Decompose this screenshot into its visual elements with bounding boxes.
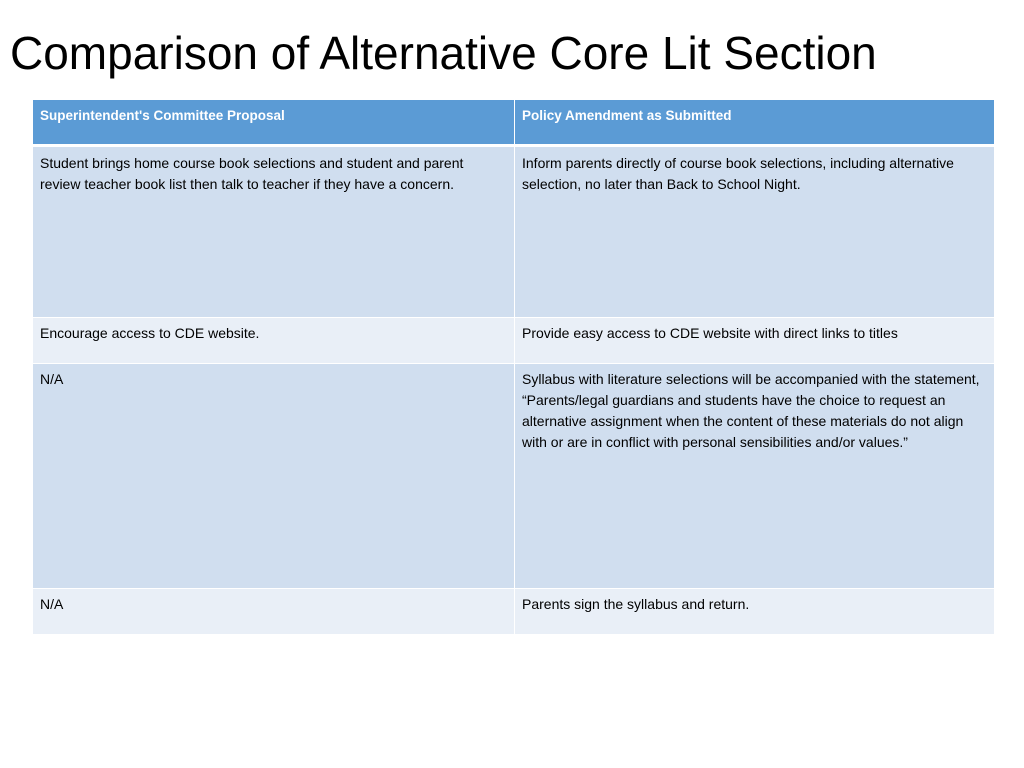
cell-committee-proposal: Student brings home course book selections and student and parent review teacher book list then talk to teacher if they have a concern. <box>33 146 515 318</box>
table-row <box>33 364 995 589</box>
table-row <box>33 318 995 364</box>
cell-committee-proposal: N/A <box>33 364 515 589</box>
cell-policy-amendment: Inform parents directly of course book selections, including alternative selection, no later than Back to School Night. <box>515 146 995 318</box>
table-row <box>33 589 995 635</box>
cell-policy-amendment: Parents sign the syllabus and return. <box>515 589 995 635</box>
header-committee-proposal: Superintendent's Committee Proposal <box>33 100 515 146</box>
cell-committee-proposal: N/A <box>33 589 515 635</box>
table-header-row <box>33 100 995 146</box>
table-row <box>33 146 995 318</box>
header-policy-amendment: Policy Amendment as Submitted <box>515 100 995 146</box>
cell-policy-amendment: Syllabus with literature selections will be accompanied with the statement, “Parents/legal guardians and students have the choice to request an alternative assignment when the content of these materials do not align with or are in conflict with personal sensibilities and/or values.” <box>515 364 995 589</box>
comparison-table <box>32 99 995 635</box>
cell-committee-proposal: Encourage access to CDE website. <box>33 318 515 364</box>
cell-policy-amendment: Provide easy access to CDE website with direct links to titles <box>515 318 995 364</box>
slide-title: Comparison of Alternative Core Lit Section <box>10 27 877 79</box>
